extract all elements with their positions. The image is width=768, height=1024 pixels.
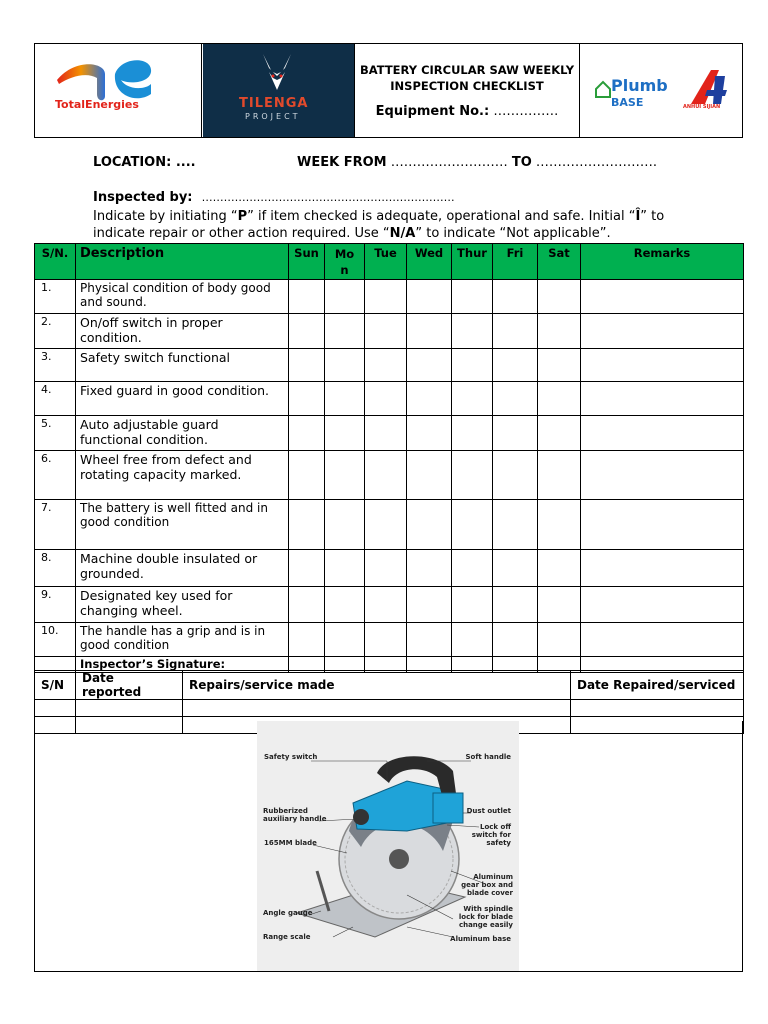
inspected-line	[93, 190, 455, 205]
label-gear-box: Aluminum gear box and blade cover	[461, 873, 513, 897]
label-safety-switch: Safety switch	[264, 753, 318, 761]
row-sn: 6.	[35, 451, 76, 500]
document-title: BATTERY CIRCULAR SAW WEEKLY INSPECTION CHECKLIST	[359, 63, 575, 93]
circular-saw-diagram	[257, 721, 519, 971]
row-description: On/off switch in proper condition.	[76, 314, 289, 349]
row-sn: 5.	[35, 416, 76, 451]
label-spindle-lock: With spindle lock for blade change easily	[458, 905, 513, 929]
partner-logos	[581, 44, 743, 137]
label-angle-gauge: Angle gauge	[263, 909, 313, 917]
plumb-wordmark: Plumb	[611, 76, 668, 95]
table-row	[35, 382, 744, 416]
instr-part2: ” if item checked is adequate, operational and safe. Initial “	[247, 209, 636, 224]
check-cell[interactable]	[452, 587, 493, 623]
repairs-cell[interactable]	[183, 700, 571, 717]
table-row	[35, 451, 744, 500]
location-value: ....	[171, 155, 196, 170]
row-sn: 9.	[35, 587, 76, 623]
check-cell[interactable]	[493, 623, 538, 657]
remarks-cell[interactable]	[581, 451, 744, 500]
instr-na-mark: N/A	[389, 226, 416, 241]
check-cell[interactable]	[493, 587, 538, 623]
check-cell[interactable]	[538, 623, 581, 657]
check-cell[interactable]	[538, 587, 581, 623]
check-cell[interactable]	[325, 349, 365, 382]
tilenga-logo	[203, 44, 354, 137]
row-sn: 8.	[35, 550, 76, 587]
row-description: The battery is well fitted and in good condition	[76, 500, 289, 550]
row-sn: 1.	[35, 280, 76, 314]
anhui-wordmark: ANHUI SIJIAN	[683, 104, 721, 110]
row-description: Safety switch functional	[76, 349, 289, 382]
check-cell[interactable]	[325, 623, 365, 657]
check-cell[interactable]	[325, 500, 365, 550]
check-cell[interactable]	[407, 500, 452, 550]
row-sn: 10.	[35, 623, 76, 657]
week-line	[297, 155, 657, 170]
check-cell[interactable]	[538, 382, 581, 416]
remarks-cell[interactable]	[581, 587, 744, 623]
remarks-cell[interactable]	[581, 500, 744, 550]
instr-part3: ” to indicate repair or other action required. Use “	[93, 209, 665, 241]
remarks-cell[interactable]	[581, 280, 744, 314]
check-cell[interactable]	[407, 314, 452, 349]
check-cell[interactable]	[365, 451, 407, 500]
label-range-scale: Range scale	[263, 933, 311, 941]
label-blade: 165MM blade	[264, 839, 317, 847]
check-cell[interactable]	[538, 349, 581, 382]
repairs-header-date-reported: Date reported	[76, 671, 183, 700]
check-cell[interactable]	[325, 587, 365, 623]
remarks-cell[interactable]	[581, 623, 744, 657]
header-fri: Fri	[493, 244, 538, 280]
row-sn: 2.	[35, 314, 76, 349]
check-cell[interactable]	[452, 500, 493, 550]
inspected-value: ……………………………………………………………	[201, 191, 455, 204]
instr-i-mark: Î	[635, 209, 641, 224]
label-rubberized-handle: Rubberized auxiliary handle	[263, 807, 327, 823]
check-cell[interactable]	[325, 382, 365, 416]
check-cell[interactable]	[452, 451, 493, 500]
table-row	[35, 623, 744, 657]
header-sn: S/N.	[35, 244, 76, 280]
check-cell[interactable]	[289, 623, 325, 657]
check-cell[interactable]	[289, 416, 325, 451]
repairs-cell[interactable]	[571, 700, 744, 717]
header-wed: Wed	[407, 244, 452, 280]
house-icon	[595, 80, 611, 98]
instructions	[93, 208, 673, 242]
check-cell[interactable]	[325, 416, 365, 451]
checklist-header-row	[35, 244, 744, 280]
inspected-label: Inspected by:	[93, 190, 193, 205]
check-cell[interactable]	[365, 623, 407, 657]
table-row	[35, 314, 744, 349]
row-description: Machine double insulated or grounded.	[76, 550, 289, 587]
document-title-cell	[354, 44, 580, 137]
row-description: Physical condition of body good and sound.	[76, 280, 289, 314]
instr-part1: Indicate by initiating “	[93, 209, 238, 224]
check-cell[interactable]	[325, 550, 365, 587]
signature-label: Inspector’s Signature:	[76, 657, 289, 673]
check-cell[interactable]	[493, 349, 538, 382]
anhui-sijian-logo	[681, 66, 733, 114]
check-cell[interactable]	[365, 550, 407, 587]
check-cell[interactable]	[538, 280, 581, 314]
remarks-cell[interactable]	[581, 314, 744, 349]
check-cell[interactable]	[452, 382, 493, 416]
repairs-header-sn: S/N	[35, 671, 76, 700]
header-remarks: Remarks	[581, 244, 744, 280]
table-row	[35, 550, 744, 587]
check-cell[interactable]	[493, 280, 538, 314]
check-cell[interactable]	[289, 587, 325, 623]
check-cell[interactable]	[407, 451, 452, 500]
check-cell[interactable]	[538, 451, 581, 500]
check-cell[interactable]	[407, 550, 452, 587]
totalenergies-wordmark: TotalEnergies	[55, 98, 139, 111]
check-cell[interactable]	[289, 349, 325, 382]
check-cell[interactable]	[452, 349, 493, 382]
row-sn: 7.	[35, 500, 76, 550]
document-header	[34, 43, 743, 138]
checklist-table	[34, 243, 744, 673]
check-cell[interactable]	[289, 280, 325, 314]
base-wordmark: BASE	[611, 96, 644, 109]
remarks-cell[interactable]	[581, 550, 744, 587]
check-cell[interactable]	[289, 500, 325, 550]
header-description: Description	[76, 244, 289, 280]
check-cell[interactable]	[365, 280, 407, 314]
header-tue: Tue	[365, 244, 407, 280]
row-sn: 4.	[35, 382, 76, 416]
location-line	[93, 155, 196, 170]
row-description: Fixed guard in good condition.	[76, 382, 289, 416]
table-row	[35, 416, 744, 451]
row-description: Auto adjustable guard functional condition.	[76, 416, 289, 451]
table-row	[35, 587, 744, 623]
check-cell[interactable]	[538, 550, 581, 587]
check-cell[interactable]	[289, 550, 325, 587]
to-label: TO	[511, 155, 532, 170]
row-description: The handle has a grip and is in good condition	[76, 623, 289, 657]
label-dust-outlet: Dust outlet	[466, 807, 511, 815]
week-label: WEEK FROM	[297, 155, 387, 170]
check-cell[interactable]	[452, 550, 493, 587]
week-to-value: ……………………….	[531, 155, 658, 170]
plumbbase-logo	[585, 66, 683, 114]
check-cell[interactable]	[365, 349, 407, 382]
check-cell[interactable]	[452, 416, 493, 451]
check-cell[interactable]	[538, 314, 581, 349]
check-cell[interactable]	[538, 500, 581, 550]
header-sun: Sun	[289, 244, 325, 280]
check-cell[interactable]	[493, 500, 538, 550]
repairs-header-row	[35, 671, 744, 700]
row-description: Designated key used for changing wheel.	[76, 587, 289, 623]
row-description: Wheel free from defect and rotating capacity marked.	[76, 451, 289, 500]
instr-p-mark: P	[237, 209, 248, 224]
label-aluminum-base: Aluminum base	[450, 935, 511, 943]
check-cell[interactable]	[407, 416, 452, 451]
repairs-cell[interactable]	[76, 700, 183, 717]
check-cell[interactable]	[407, 382, 452, 416]
tilenga-wordmark: TILENGA	[239, 96, 309, 111]
totalenergies-swirl-icon	[35, 44, 201, 137]
repairs-cell[interactable]	[35, 700, 76, 717]
repairs-header-date-repaired: Date Repaired/serviced	[571, 671, 744, 700]
table-row	[35, 280, 744, 314]
check-cell[interactable]	[365, 587, 407, 623]
equipment-label: Equipment No.:	[375, 104, 490, 119]
repairs-row	[35, 700, 744, 717]
location-label: LOCATION:	[93, 155, 172, 170]
check-cell[interactable]	[365, 382, 407, 416]
check-cell[interactable]	[452, 623, 493, 657]
table-row	[35, 500, 744, 550]
check-cell[interactable]	[493, 382, 538, 416]
check-cell[interactable]	[289, 382, 325, 416]
instr-part4: ” to indicate “Not applicable”.	[415, 226, 611, 241]
check-cell[interactable]	[325, 314, 365, 349]
label-soft-handle: Soft handle	[465, 753, 511, 761]
week-from-value: ………………………	[386, 155, 512, 170]
equipment-value: ……………	[489, 104, 559, 119]
check-cell[interactable]	[365, 314, 407, 349]
check-cell[interactable]	[289, 314, 325, 349]
row-sn: 3.	[35, 349, 76, 382]
repairs-header-repairs: Repairs/service made	[183, 671, 571, 700]
label-lock-off-switch: Lock off switch for safety	[471, 823, 511, 847]
remarks-cell[interactable]	[581, 416, 744, 451]
check-cell[interactable]	[493, 550, 538, 587]
header-sat: Sat	[538, 244, 581, 280]
check-cell[interactable]	[365, 416, 407, 451]
check-cell[interactable]	[538, 416, 581, 451]
check-cell[interactable]	[407, 349, 452, 382]
check-cell[interactable]	[407, 623, 452, 657]
check-cell[interactable]	[452, 314, 493, 349]
remarks-cell[interactable]	[581, 349, 744, 382]
anhui-triangle-icon	[681, 66, 733, 106]
header-mon: Mo n	[325, 244, 365, 280]
check-cell[interactable]	[289, 451, 325, 500]
tilenga-subtitle: PROJECT	[245, 112, 301, 121]
header-thur: Thur	[452, 244, 493, 280]
check-cell[interactable]	[325, 280, 365, 314]
check-cell[interactable]	[407, 280, 452, 314]
antelope-icon	[255, 52, 299, 92]
check-cell[interactable]	[493, 451, 538, 500]
equipment-number	[355, 104, 579, 119]
check-cell[interactable]	[493, 416, 538, 451]
check-cell[interactable]	[325, 451, 365, 500]
table-row	[35, 349, 744, 382]
remarks-cell[interactable]	[581, 382, 744, 416]
totalenergies-logo	[35, 44, 202, 137]
check-cell[interactable]	[365, 500, 407, 550]
check-cell[interactable]	[493, 314, 538, 349]
check-cell[interactable]	[452, 280, 493, 314]
check-cell[interactable]	[407, 587, 452, 623]
